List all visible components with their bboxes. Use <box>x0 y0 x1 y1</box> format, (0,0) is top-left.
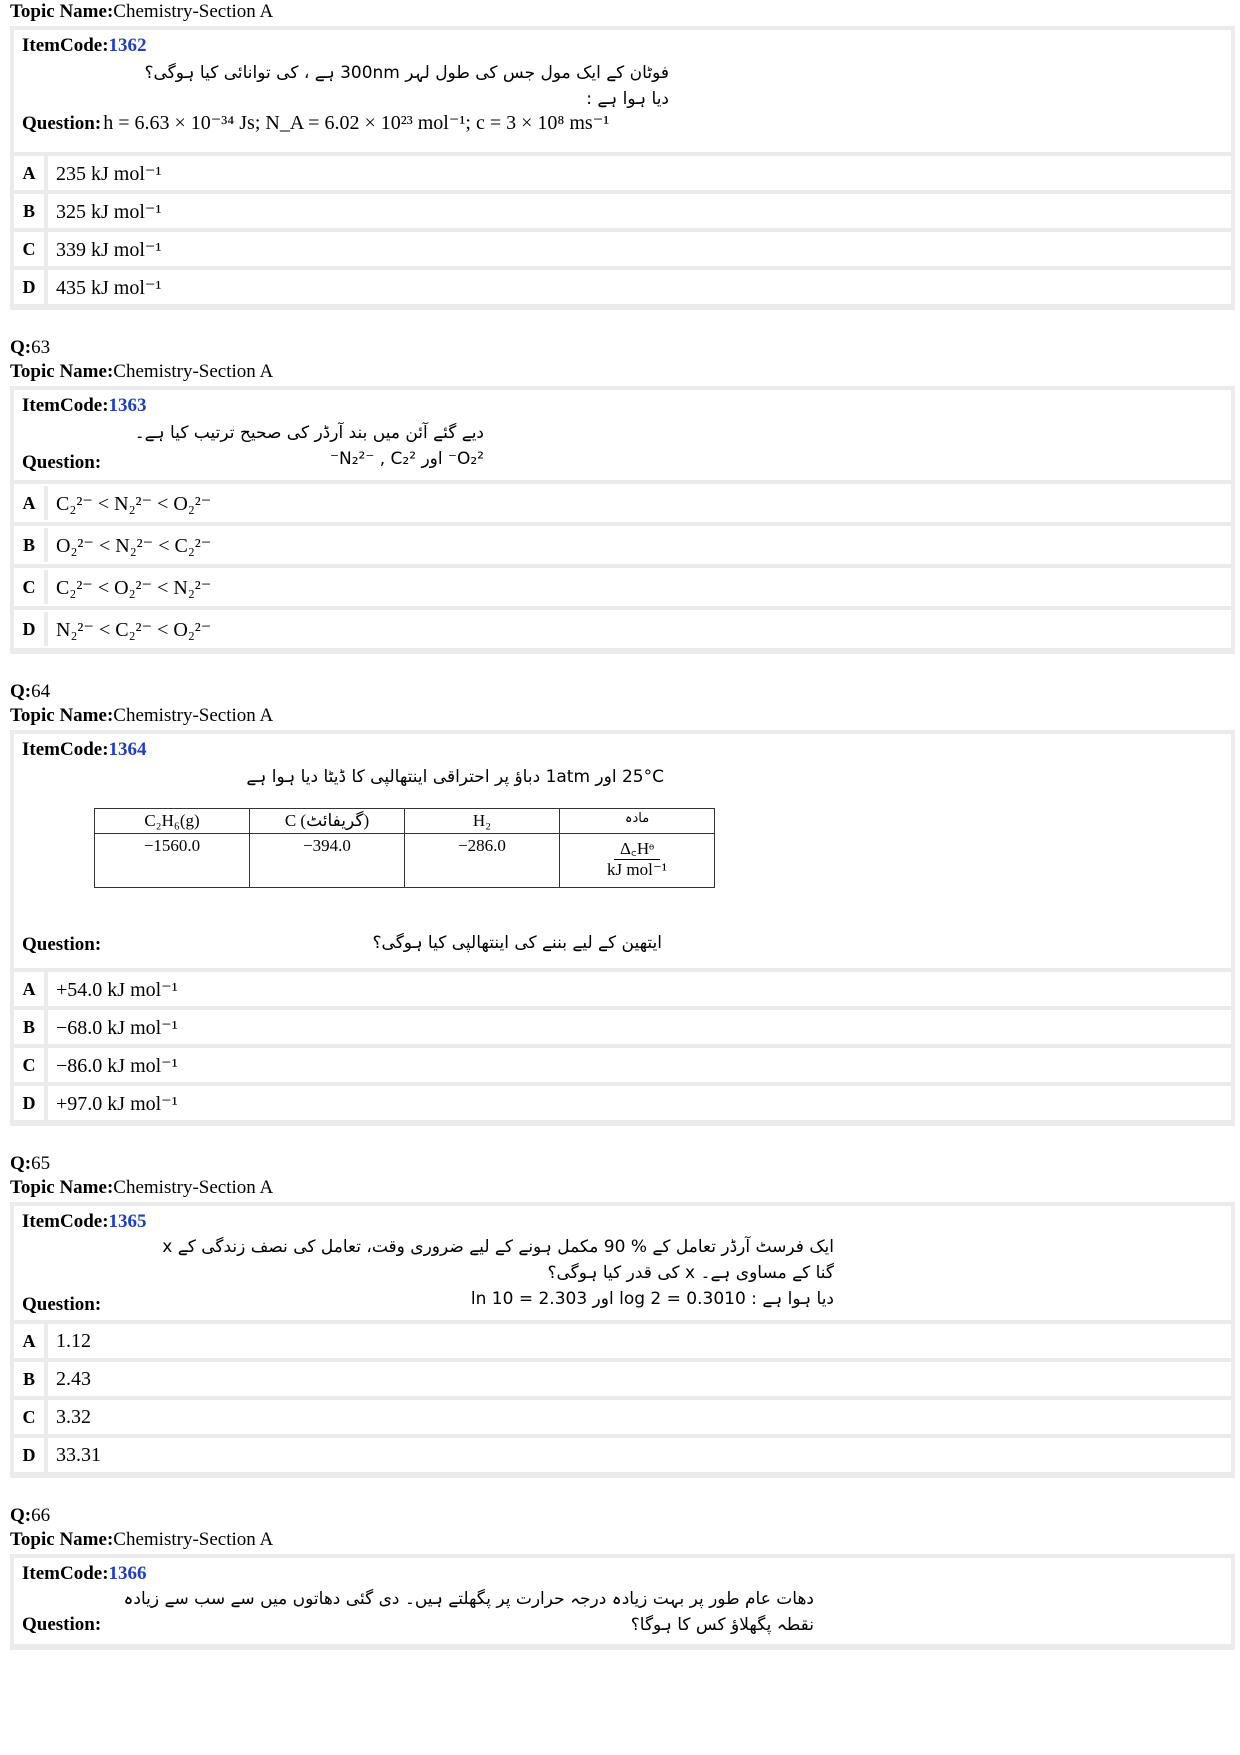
table-header: مادہ <box>560 809 715 834</box>
topic-line: Topic Name:Chemistry-Section A <box>10 705 274 726</box>
options-list <box>14 156 1231 304</box>
urdu-line: فوٹان کے ایک مول جس کی طول لہر 300nm ہے ، کی توانائی کیا ہوگی؟ <box>144 63 669 83</box>
item-code: 1362 <box>108 35 147 56</box>
option-b[interactable]: B 325 kJ mol⁻¹ <box>14 194 1231 228</box>
item-code-line: ItemCode:1363 <box>22 395 147 416</box>
table-header: H₂ <box>405 809 560 834</box>
table-header: C (گریفائٹ) <box>250 809 405 834</box>
question-box <box>14 1206 1231 1320</box>
question-number: Q:63 <box>10 337 51 358</box>
urdu-line: دیا ہوا ہے : <box>586 89 669 109</box>
options-list <box>14 972 1231 1120</box>
table-cell: −286.0 <box>405 834 560 888</box>
question-urdu: 25°C اور 1atm دباؤ پر احتراقی اینتھالپی کا ڈیٹا دیا ہوا ہے <box>246 767 664 787</box>
topic-line <box>10 0 1235 24</box>
question-card <box>10 1202 1235 1478</box>
options-list <box>14 484 1231 648</box>
question-label: Question: <box>22 1294 102 1315</box>
item-code: 1366 <box>108 1563 147 1584</box>
item-code-line: ItemCode:1366 <box>22 1563 147 1584</box>
option-a[interactable]: A +54.0 kJ mol⁻¹ <box>14 972 1231 1006</box>
topic-line: Topic Name:Chemistry-Section A <box>10 1177 274 1198</box>
topic-line: Topic Name:Chemistry-Section A <box>10 1529 274 1550</box>
topic-name: Chemistry-Section A <box>113 1 274 22</box>
question-urdu: دیے گئے آئن میں بند آرڈر کی صحیح ترتیب کیا ہے۔ O₂²⁻ اور N₂²⁻ , C₂²⁻ <box>134 423 484 469</box>
option-a[interactable]: A 1.12 <box>14 1324 1231 1358</box>
item-code-line: ItemCode:1364 <box>22 739 147 760</box>
option-a[interactable]: A C₂²⁻ < N₂²⁻ < O₂²⁻ <box>14 484 1231 522</box>
option-d[interactable]: D 33.31 <box>14 1438 1231 1472</box>
item-code: 1363 <box>108 395 147 416</box>
question-card <box>10 1554 1235 1650</box>
question-label: Question: <box>22 452 102 473</box>
option-d[interactable]: D 435 kJ mol⁻¹ <box>14 270 1231 304</box>
question-label: Question: <box>22 934 102 955</box>
item-code-line <box>22 34 1223 58</box>
question-urdu: دھات عام طور پر بہت زیادہ درجہ حرارت پر پگھلتے ہیں۔ دی گئی دھاتوں میں سے سب سے زیادہ نقطہ پگھلاؤ کس کا ہوگا؟ <box>123 1589 814 1635</box>
question-label: Question: <box>22 113 102 134</box>
option-c[interactable]: C C₂²⁻ < O₂²⁻ < N₂²⁻ <box>14 568 1231 606</box>
item-code-line: ItemCode:1365 <box>22 1211 147 1232</box>
topic-line: Topic Name:Chemistry-Section A <box>10 361 274 382</box>
table-cell: −394.0 <box>250 834 405 888</box>
options-list <box>14 1324 1231 1472</box>
option-c[interactable]: C 3.32 <box>14 1400 1231 1434</box>
topic-label: Topic Name: <box>10 1 114 22</box>
urdu-question: ایتھین کے لیے بننے کی اینتھالپی کیا ہوگی؟ <box>372 933 662 953</box>
question-urdu: ایک فرسٹ آرڈر تعامل کے % 90 مکمل ہونے کے لیے ضروری وقت، تعامل کی نصف زندگی کے x گنا کے مساوی ہے۔ x کی قدر کیا ہوگی؟ دیا ہوا ہے : log 2 = 0.3010 اور ln 10 = 2.303 <box>162 1237 834 1309</box>
option-d[interactable]: D +97.0 kJ mol⁻¹ <box>14 1086 1231 1120</box>
question-page <box>10 0 1235 1650</box>
question-card <box>10 730 1235 1126</box>
item-code: 1364 <box>108 739 147 760</box>
question-box <box>14 390 1231 480</box>
enthalpy-table <box>94 808 715 888</box>
question-box <box>14 1558 1231 1644</box>
question-number: Q:65 <box>10 1153 51 1174</box>
option-c[interactable]: C 339 kJ mol⁻¹ <box>14 232 1231 266</box>
table-cell: −1560.0 <box>95 834 250 888</box>
option-a[interactable]: A 235 kJ mol⁻¹ <box>14 156 1231 190</box>
option-b[interactable]: B O₂²⁻ < N₂²⁻ < C₂²⁻ <box>14 526 1231 564</box>
question-urdu <box>109 60 669 112</box>
table-header: C₂H₆(g) <box>95 809 250 834</box>
option-b[interactable]: B −68.0 kJ mol⁻¹ <box>14 1010 1231 1044</box>
item-code: 1365 <box>108 1211 147 1232</box>
question-box <box>14 734 1231 968</box>
question-card <box>10 26 1235 310</box>
question-card <box>10 386 1235 654</box>
question-number: Q:64 <box>10 681 51 702</box>
given-constants: h = 6.63 × 10⁻³⁴ Js; N_A = 6.02 × 10²³ mol⁻¹; c = 3 × 10⁸ ms⁻¹ <box>103 112 610 134</box>
question-number: Q:66 <box>10 1505 51 1526</box>
option-d[interactable]: D N₂²⁻ < C₂²⁻ < O₂²⁻ <box>14 610 1231 648</box>
option-b[interactable]: B 2.43 <box>14 1362 1231 1396</box>
question-row <box>22 934 662 956</box>
question-box <box>14 30 1231 152</box>
question-label: Question: <box>22 1614 102 1635</box>
option-c[interactable]: C −86.0 kJ mol⁻¹ <box>14 1048 1231 1082</box>
item-code-label: ItemCode: <box>22 35 109 56</box>
table-cell-unit: Δ꜀Hᶱ kJ mol⁻¹ <box>560 834 715 888</box>
question-row <box>22 110 609 135</box>
